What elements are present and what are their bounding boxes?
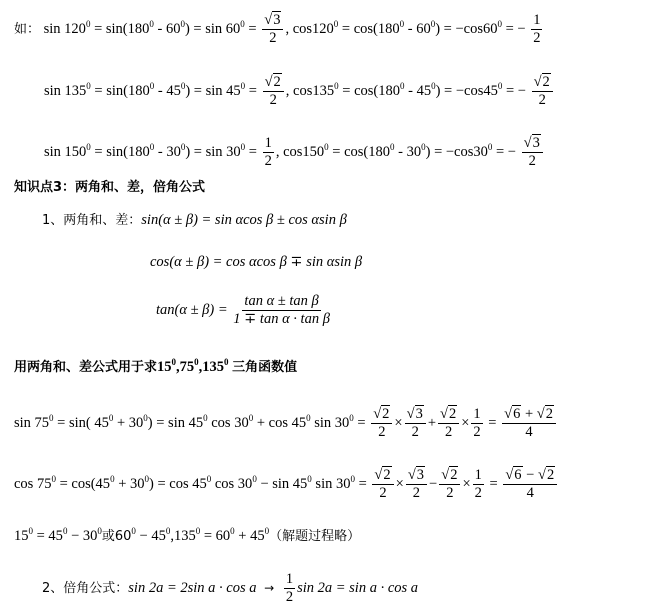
example-line-2: $\sin 135^0 = \sin(180^0 - 45^0) = \sin 45^0$ = $\frac{√2}{2}$ , $\cos 135^0 = \cos(180^0 - 45^0) = -\cos 45^0$ = − $\frac{√2}{2}$ <box>44 75 555 108</box>
fraction: $\frac{√3}{2}$ <box>522 136 543 169</box>
sum-difference-tan: tan(α ± β) = $\frac{\text{tan α ± tan β}}{\text{1 ∓ tan α · tan β}}$ <box>156 293 330 328</box>
application-heading: 用两角和、差公式用于求$15^0,75^0,135^0$ 三角函数值 <box>14 357 298 375</box>
sin75-computation: $\sin 75^0 = \sin$( $45^0 + 30^0) = \sin 45^0$ $\cos 30^0 + \cos 45^0$ $\sin 30^0$ = $\frac{√2}{2}$ × $\frac{√3}{2}$ + $\frac{√2}{2}$ × $\frac{1}{2}$ = $\frac{√6 + √2}{4}$ <box>14 407 558 440</box>
fraction: $\frac{√2}{2}$ <box>263 75 284 108</box>
fraction: $\frac{1}{2}$ <box>533 12 541 47</box>
sum-difference-sin: 1、两角和、差：sin(α ± β) = sin αcos β ± cos αsin β <box>42 212 347 228</box>
section-heading: 知识点3：两角和、差，倍角公式 <box>14 180 206 195</box>
fraction: $\frac{\text{tan α ± tan β}}{\text{1 ∓ tan α · tan β}}$ <box>233 293 330 328</box>
fraction: $\frac{√2}{2}$ <box>532 75 553 108</box>
right-arrow-icon: → <box>264 581 275 596</box>
fraction: $\frac{√3}{2}$ <box>262 13 283 46</box>
example-prefix: 如： <box>14 22 41 38</box>
double-angle-formula: 2、倍角公式：sin 2a = 2sin a · cos a → $\frac{1}{2}$ sin 2a = sin a · cos a <box>42 571 419 606</box>
sum-difference-cos: cos(α ± β) = cos αcos β ∓ sin αsin β <box>150 254 363 270</box>
example-line-3: $\sin 150^0 = \sin(180^0 - 30^0) = \sin 30^0$ = $\frac{1}{2}$ , $\cos 150^0 = \cos(180^0 - 30^0) = -\cos 30^0$ = − $\frac{√3}{2}$ <box>44 136 545 169</box>
cos75-computation: $\cos 75^0 = \cos(45^0 + 30^0) = \cos 45^0$ $\cos 30^0 - \sin 45^0$ $\sin 30^0$ = $\frac{√2}{2}$ × $\frac{√3}{2}$ − $\frac{√2}{2}$ × $\frac{1}{2}$ = $\frac{√6 - √2}{4}$ <box>14 468 559 501</box>
degree-decomposition: $15^0 = 45^0 - 30^0$或$60^0 - 45^0,135^0 = 60^0 + 45^0$（解题过程略） <box>14 526 361 544</box>
example-line-1: 如： $\sin 120^0 = \sin(180^0 - 60^0) = \sin 60^0$ = $\frac{√3}{2}$ , $\cos 120^0 = \cos(180^0 - 60^0) = -\cos 60^0$ = − $\frac{1}{2}$ <box>14 12 541 47</box>
fraction: $\frac{1}{2}$ <box>264 135 272 170</box>
